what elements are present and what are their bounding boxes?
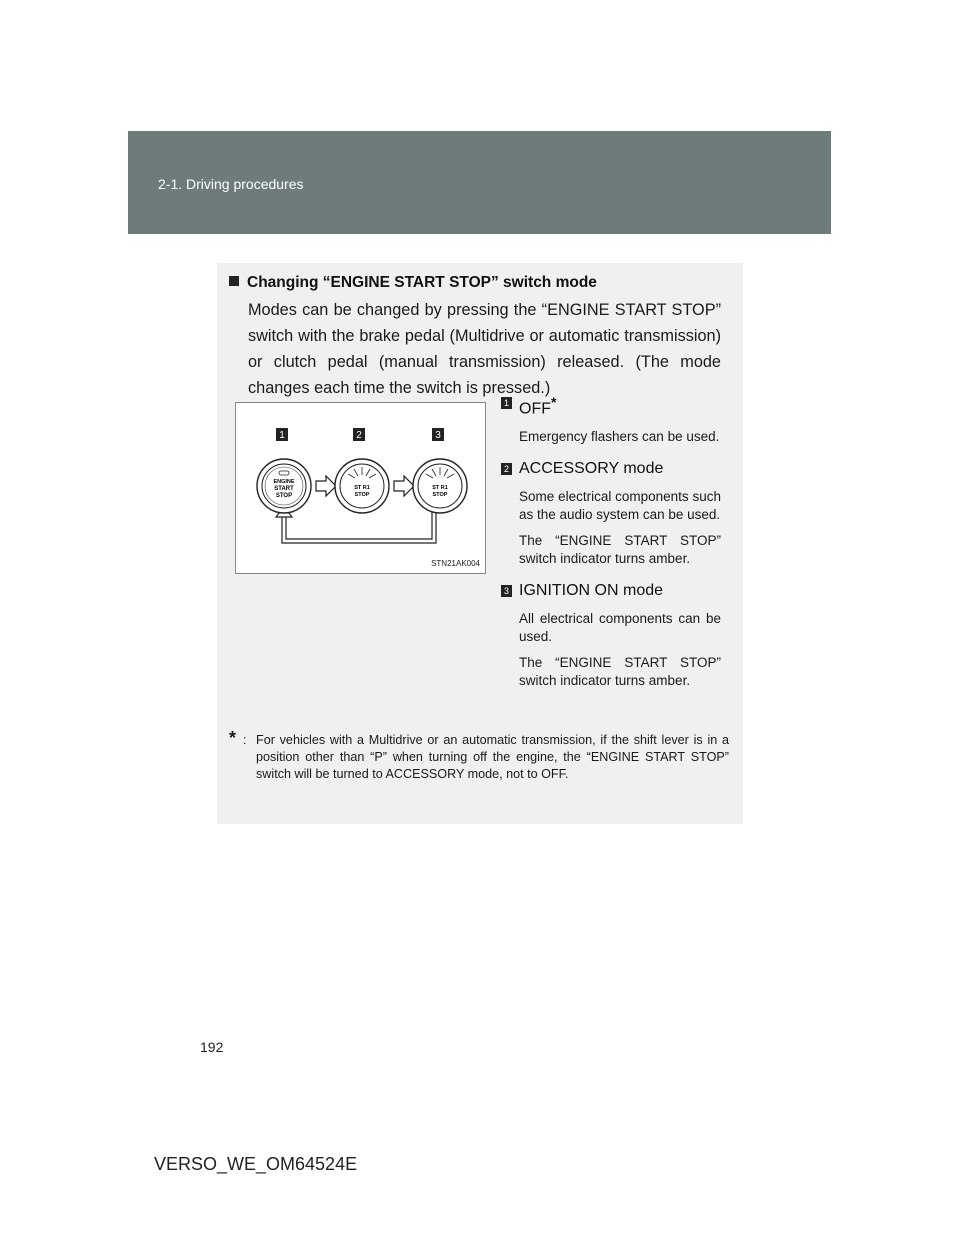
- mode-title-text: ACCESSORY mode: [519, 460, 664, 478]
- document-code: VERSO_WE_OM64524E: [154, 1154, 358, 1174]
- button2-line2: STOP: [354, 492, 370, 498]
- section-label: 2-1. Driving procedures: [158, 176, 304, 192]
- mode-indicator-note: The “ENGINE START STOP” switch indicator turns amber.: [519, 655, 721, 689]
- engine-button-off-icon: [257, 459, 311, 513]
- mode-item-accessory: [501, 460, 721, 568]
- mode-title-text: OFF: [519, 400, 551, 418]
- engine-button-accessory-icon: [335, 459, 389, 513]
- mode-list: [501, 394, 721, 698]
- mode-title-text: IGNITION ON mode: [519, 582, 664, 600]
- button1-line2: START: [274, 486, 294, 492]
- button3-line1: ST R1: [432, 485, 448, 491]
- button1-line3: STOP: [275, 493, 293, 499]
- mode-description: All electrical components can be used.: [519, 611, 721, 645]
- intro-paragraph: Modes can be changed by pressing the “ENGINE START STOP” switch with the brake pedal (Multidrive or automatic transmission) or clutch pedal (manual transmission) released. (The mode changes each time the switch is pressed.): [248, 301, 721, 397]
- button1-line1: ENGINE: [273, 479, 295, 485]
- asterisk-mark: *: [551, 394, 557, 410]
- header-band: [128, 131, 831, 234]
- footnote-text: For vehicles with a Multidrive or an automatic transmission, if the shift lever is in a position other than “P” when turning off the engine, the “ENGINE START STOP” switch will be turned to ACCESSORY mode, not to OFF.: [256, 733, 729, 781]
- mode-item-off: [501, 394, 721, 446]
- content-box: [217, 263, 743, 824]
- mode-description: Some electrical components such as the audio system can be used.: [519, 489, 721, 523]
- arrow-right-icon: [316, 476, 336, 496]
- button2-line1: ST R1: [354, 485, 370, 491]
- button3-line2: STOP: [432, 492, 448, 498]
- arrow-right-icon: [394, 476, 414, 496]
- mode-title: [501, 582, 721, 600]
- square-bullet-icon: [229, 276, 239, 286]
- number-badge-icon: 2: [501, 463, 512, 475]
- figure-code: STN21AK004: [431, 559, 480, 568]
- figure-label-3: 3: [435, 430, 441, 441]
- engine-button-ignition-icon: [413, 459, 467, 513]
- footnote: * : For vehicles with a Multidrive or an automatic transmission, if the shift lever is in a position other than “P” when turning off the engine, the “ENGINE START STOP” switch will be turned to ACCESSORY mode, not to OFF.: [229, 728, 729, 781]
- number-badge-icon: 3: [501, 585, 512, 597]
- section-heading: [229, 274, 729, 292]
- mode-title: [501, 394, 721, 418]
- mode-title: [501, 460, 721, 478]
- figure-label-2: 2: [356, 430, 362, 441]
- switch-diagram: [236, 403, 485, 573]
- switch-mode-figure: [235, 402, 486, 574]
- figure-label-1: 1: [279, 430, 285, 441]
- number-badge-icon: 1: [501, 397, 512, 409]
- footnote-asterisk: *: [229, 728, 237, 748]
- mode-item-ignition: [501, 582, 721, 690]
- mode-indicator-note: The “ENGINE START STOP” switch indicator turns amber.: [519, 533, 721, 567]
- mode-description: Emergency flashers can be used.: [519, 429, 720, 445]
- heading-text: Changing “ENGINE START STOP” switch mode: [247, 274, 597, 291]
- page-number: 192: [200, 1039, 224, 1055]
